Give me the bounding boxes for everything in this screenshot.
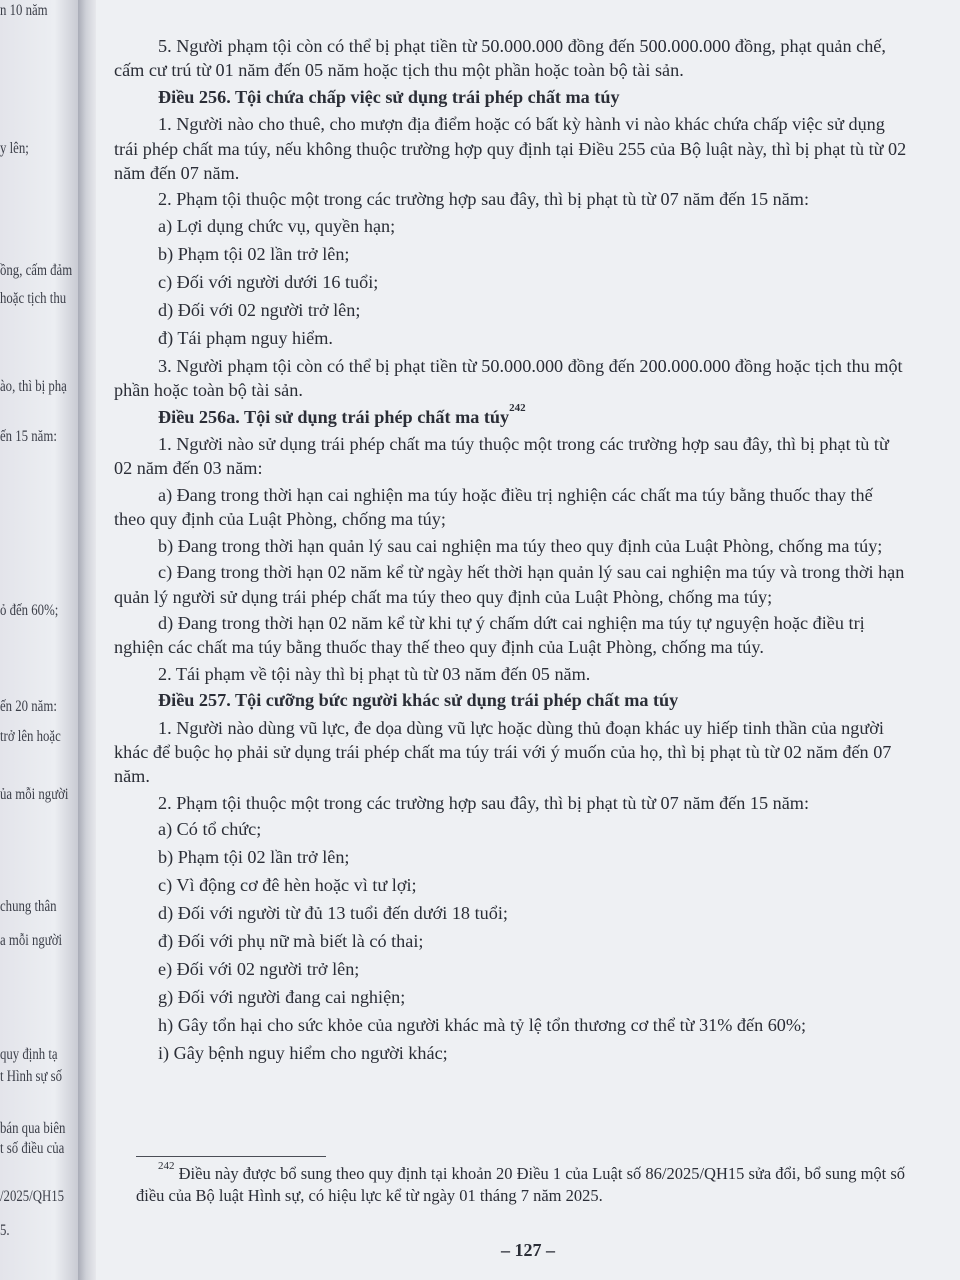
paragraph-text: đ) Tái phạm nguy hiểm. xyxy=(158,327,333,348)
book-gutter xyxy=(78,0,96,1280)
paragraph-text: c) Vì động cơ đê hèn hoặc vì tư lợi; xyxy=(158,875,417,896)
paragraph-text: b) Phạm tội 02 lần trở lên; xyxy=(158,847,350,868)
adjacent-page-text-fragment: n 10 năm xyxy=(0,2,48,19)
article-heading xyxy=(114,401,908,429)
adjacent-page-edge xyxy=(0,0,78,1280)
adjacent-page-text-fragment: 5. xyxy=(0,1222,10,1239)
footnote xyxy=(136,1160,912,1207)
article-heading-text: Điều 256a. Tội sử dụng trái phép chất ma túy xyxy=(158,406,510,427)
paragraph xyxy=(114,560,908,609)
paragraph xyxy=(114,791,908,815)
paragraph-text: a) Có tổ chức; xyxy=(158,819,262,840)
list-item xyxy=(114,957,908,981)
article-heading-text: Điều 256. Tội chứa chấp việc sử dụng trái phép chất ma túy xyxy=(158,86,620,107)
list-item xyxy=(114,270,908,294)
paragraph xyxy=(114,354,908,403)
paragraph-text: 1. Người nào dùng vũ lực, đe dọa dùng vũ lực hoặc dùng thủ đoạn khác uy hiếp tinh thần của người khác để buộc họ phải sử dụng trái phép chất ma túy trái với ý muốn của họ, thì bị phạt tù từ 02 năm đến 07 năm. xyxy=(114,717,892,787)
adjacent-page-text-fragment: trở lên hoặc xyxy=(0,728,61,745)
adjacent-page-text-fragment: hoặc tịch thu xyxy=(0,290,67,307)
paragraph-text: c) Đang trong thời hạn 02 năm kể từ ngày hết thời hạn quản lý sau cai nghiện ma túy và trong thời hạn quản lý người sử dụng trái phép chất ma túy theo quy định của Luật Phòng, chống ma túy; xyxy=(114,562,905,607)
book-page xyxy=(96,0,960,1280)
list-item xyxy=(114,845,908,869)
paragraph-text: a) Lợi dụng chức vụ, quyền hạn; xyxy=(158,215,396,236)
paragraph-text: a) Đang trong thời hạn cai nghiện ma túy hoặc điều trị nghiện các chất ma túy bằng thuốc thay thế theo quy định của Luật Phòng, chống ma túy; xyxy=(114,484,873,530)
paragraph-text: g) Đối với người đang cai nghiện; xyxy=(158,987,406,1008)
adjacent-page-text-fragment: y lên; xyxy=(0,140,29,157)
adjacent-page-text-fragment: /2025/QH15 xyxy=(0,1188,64,1205)
article-heading xyxy=(114,688,908,712)
paragraph xyxy=(114,662,908,686)
paragraph-text: h) Gây tổn hại cho sức khỏe của người khác mà tỷ lệ tổn thương cơ thể từ 31% đến 60%; xyxy=(158,1015,807,1036)
list-item xyxy=(114,298,908,322)
paragraph-text: 2. Phạm tội thuộc một trong các trường hợp sau đây, thì bị phạt tù từ 07 năm đến 15 năm: xyxy=(158,189,809,210)
adjacent-page-text-fragment: ến 15 năm: xyxy=(0,428,57,445)
paragraph xyxy=(114,534,908,558)
list-item xyxy=(114,873,908,897)
list-item xyxy=(114,929,908,953)
page-number: – 127 – xyxy=(501,1240,555,1260)
adjacent-page-text-fragment: ến 20 năm: xyxy=(0,698,57,715)
paragraph-text: d) Đối với người từ đủ 13 tuổi đến dưới 18 tuổi; xyxy=(158,903,508,924)
adjacent-page-text-fragment: chung thân xyxy=(0,898,57,915)
paragraph-text: 3. Người phạm tội còn có thể bị phạt tiền từ 50.000.000 đồng đến 200.000.000 đồng hoặc tịch thu một phần hoặc toàn bộ tài sản. xyxy=(114,355,903,401)
paragraph xyxy=(114,187,908,211)
paragraph xyxy=(114,716,908,789)
adjacent-page-text-fragment: ủa mỗi người xyxy=(0,786,69,803)
paragraph-text: d) Đối với 02 người trở lên; xyxy=(158,299,361,320)
list-item xyxy=(114,214,908,238)
list-item xyxy=(114,985,908,1009)
paragraph-text: 2. Phạm tội thuộc một trong các trường hợp sau đây, thì bị phạt tù từ 07 năm đến 15 năm: xyxy=(158,792,809,813)
adjacent-page-text-fragment: ồng, cấm đảm xyxy=(0,262,73,279)
paragraph-text: 2. Tái phạm về tội này thì bị phạt tù từ 03 năm đến 05 năm. xyxy=(158,663,591,684)
list-item xyxy=(114,1041,908,1065)
list-item xyxy=(114,901,908,925)
adjacent-page-text-fragment: t số điều của xyxy=(0,1140,65,1157)
paragraph-text: b) Phạm tội 02 lần trở lên; xyxy=(158,243,350,264)
adjacent-page-text-fragment: ỏ đến 60%; xyxy=(0,602,59,619)
paragraph xyxy=(114,611,908,660)
list-item xyxy=(114,1013,908,1037)
paragraph-text: d) Đang trong thời hạn 02 năm kể từ khi tự ý chấm dứt cai nghiện ma túy tự nguyện hoặc điều trị nghiện các chất ma túy bằng thuốc thay thế theo quy định của Luật Phòng, chống ma túy. xyxy=(114,612,865,658)
adjacent-page-text-fragment: bán qua biên xyxy=(0,1120,66,1137)
paragraph-text: e) Đối với 02 người trở lên; xyxy=(158,959,360,980)
adjacent-page-text-fragment: quy định tạ xyxy=(0,1046,58,1063)
list-item xyxy=(114,326,908,350)
paragraph xyxy=(114,432,908,481)
list-item xyxy=(114,242,908,266)
paragraph-text: c) Đối với người dưới 16 tuổi; xyxy=(158,271,379,292)
footnote-reference: 242 xyxy=(509,401,526,414)
paragraph-text: 5. Người phạm tội còn có thể bị phạt tiền từ 50.000.000 đồng đến 500.000.000 đồng, phạt quản chế, cấm cư trú từ 01 năm đến 05 năm hoặc tịch thu một phần hoặc toàn bộ tài sản. xyxy=(114,36,886,81)
paragraph xyxy=(114,34,908,83)
paragraph xyxy=(114,112,908,185)
adjacent-page-text-fragment: t Hình sự số xyxy=(0,1068,63,1085)
paragraph-text: b) Đang trong thời hạn quản lý sau cai nghiện ma túy theo quy định của Luật Phòng, chống ma túy; xyxy=(158,535,883,556)
article-heading xyxy=(114,85,908,109)
footnote-text: Điều này được bổ sung theo quy định tại khoản 20 Điều 1 của Luật số 86/2025/QH15 sửa đổi, bổ sung một số điều của Bộ luật Hình sự, có hiệu lực kể từ ngày 01 tháng 7 năm 2025. xyxy=(136,1164,906,1205)
footnote-number: 242 xyxy=(158,1160,175,1172)
footnote-divider xyxy=(136,1156,326,1157)
adjacent-page-text-fragment: ào, thì bị phạ xyxy=(0,378,67,395)
paragraph-text: i) Gây bệnh nguy hiểm cho người khác; xyxy=(158,1043,448,1064)
paragraph-text: đ) Đối với phụ nữ mà biết là có thai; xyxy=(158,931,424,952)
adjacent-page-text-fragment: a mỗi người xyxy=(0,932,63,949)
list-item xyxy=(114,817,908,841)
paragraph xyxy=(114,483,908,532)
paragraph-text: 1. Người nào cho thuê, cho mượn địa điểm hoặc có bất kỳ hành vi nào khác chứa chấp việc sử dụng trái phép chất ma túy, nếu không thuộc trường hợp quy định tại Điều 255 của Bộ luật này, thì bị phạt tù từ 02 năm đến 07 năm. xyxy=(114,114,907,184)
paragraph-text: 1. Người nào sử dụng trái phép chất ma túy thuộc một trong các trường hợp sau đây, thì bị phạt tù từ 02 năm đến 03 năm: xyxy=(114,434,889,479)
article-heading-text: Điều 257. Tội cưỡng bức người khác sử dụng trái phép chất ma túy xyxy=(158,690,679,711)
page-body xyxy=(114,34,908,1069)
